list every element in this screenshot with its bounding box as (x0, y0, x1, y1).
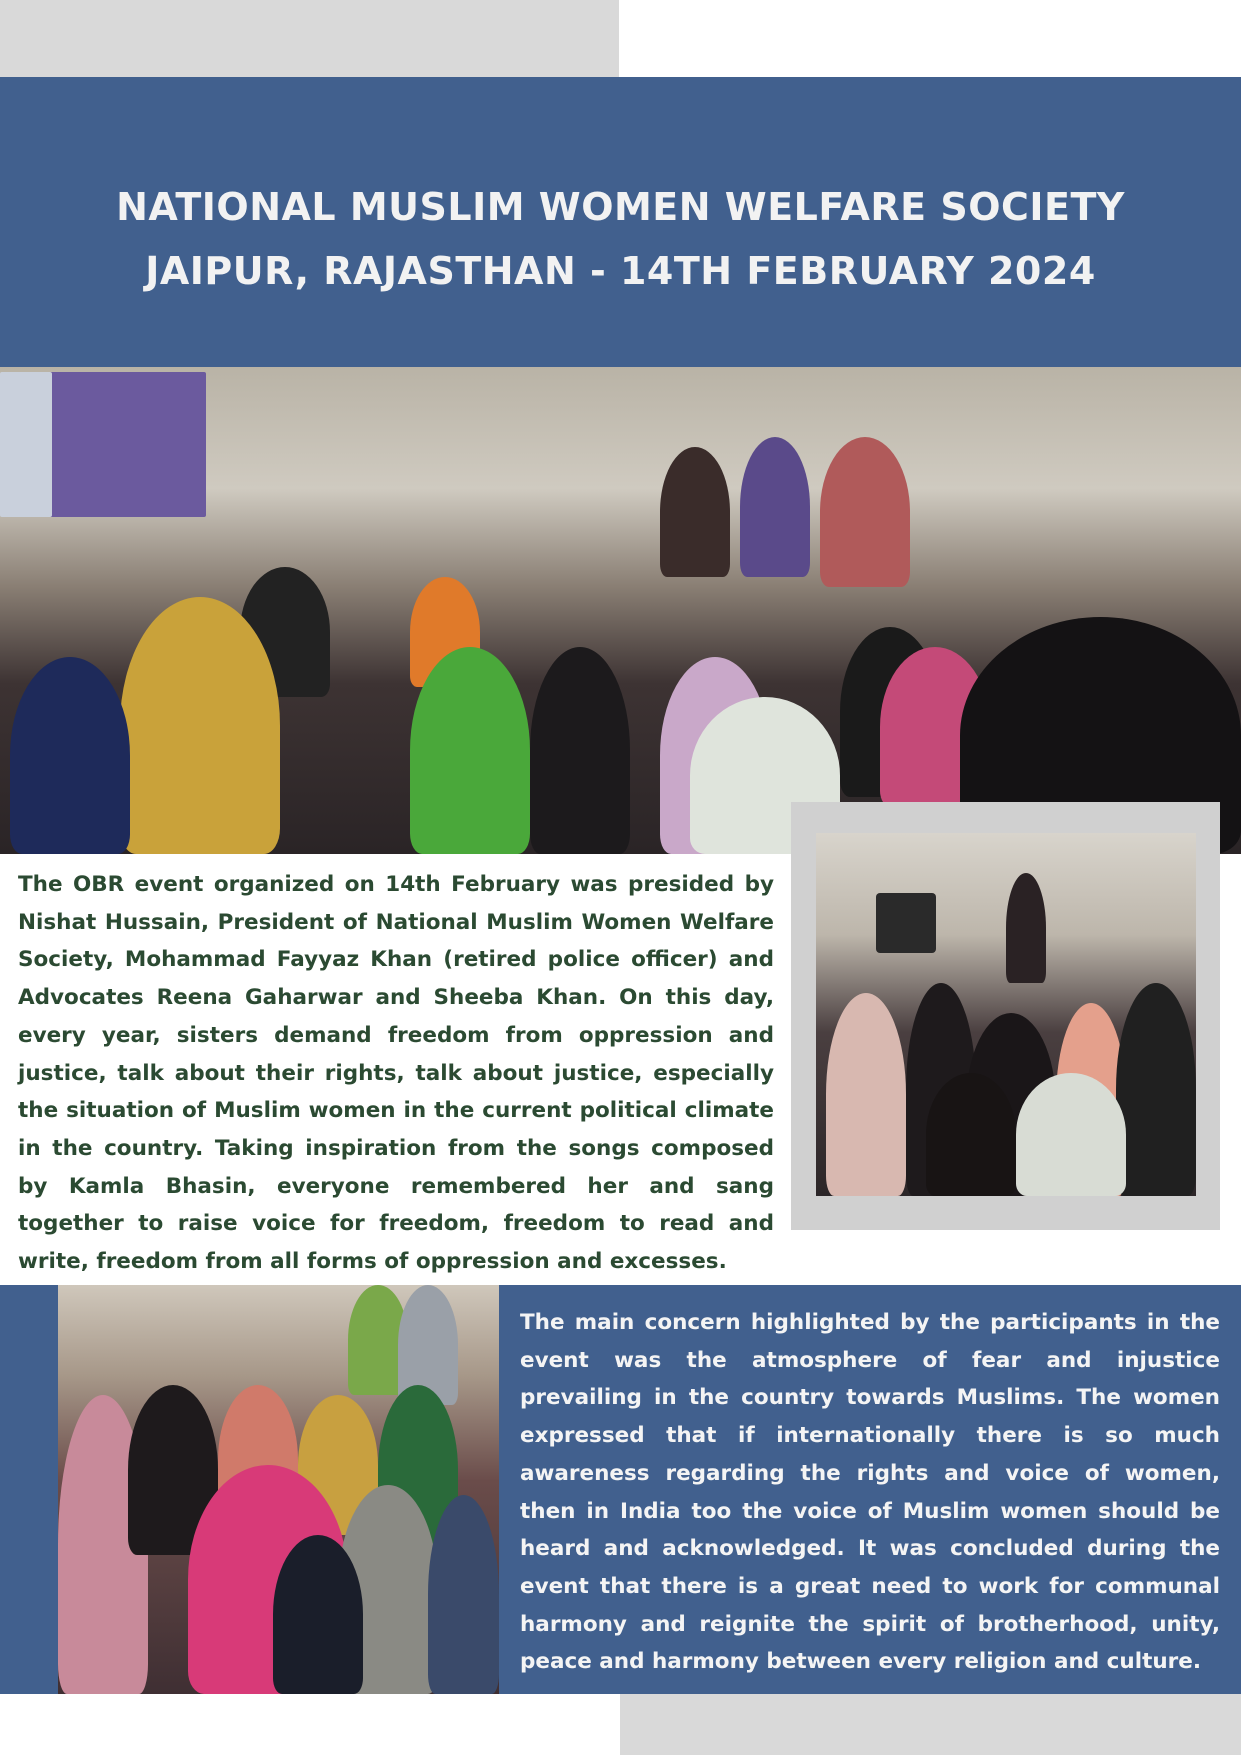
article-paragraph-1: The OBR event organized on 14th February was presided by Nishat Hussain, President of National Muslim Women Welfare Society, Mohammad Fayyaz Khan (retired police officer) and Advocates Reena Gaharwar and Sheeba Khan. On this day, every year, sisters demand freedom from oppression and justice, talk about their rights, talk about justice, especially the situation of Muslim women in the current political climate in the country. Taking inspiration from the songs composed by Kamla Bhasin, everyone remembered her and sang together to raise voice for freedom, freedom to read and write, freedom from all forms of oppression and excesses. (18, 872, 774, 1275)
bottom-gray-block (620, 1694, 1241, 1755)
event-photo-secondary (58, 1285, 499, 1694)
title-line-2: JAIPUR, RAJASTHAN - 14TH FEBRUARY 2024 (145, 249, 1096, 293)
title-line-1: NATIONAL MUSLIM WOMEN WELFARE SOCIETY (116, 185, 1125, 229)
event-photo-main (0, 367, 1241, 854)
article-paragraph-2: The main concern highlighted by the participants in the event was the atmosphere of fear and injustice prevailing in the country towards Muslims. The women expressed that if internationally there is so much awareness regarding the rights and voice of women, then in India too the voice of Muslim women should be heard and acknowledged. It was concluded during the event that there is a great need to work for communal harmony and reignite the spirit of brotherhood, unity, peace and harmony between every religion and culture. (520, 1310, 1220, 1675)
top-gray-block (0, 0, 619, 77)
event-photo-inset (816, 833, 1196, 1196)
page-title (0, 175, 1241, 303)
